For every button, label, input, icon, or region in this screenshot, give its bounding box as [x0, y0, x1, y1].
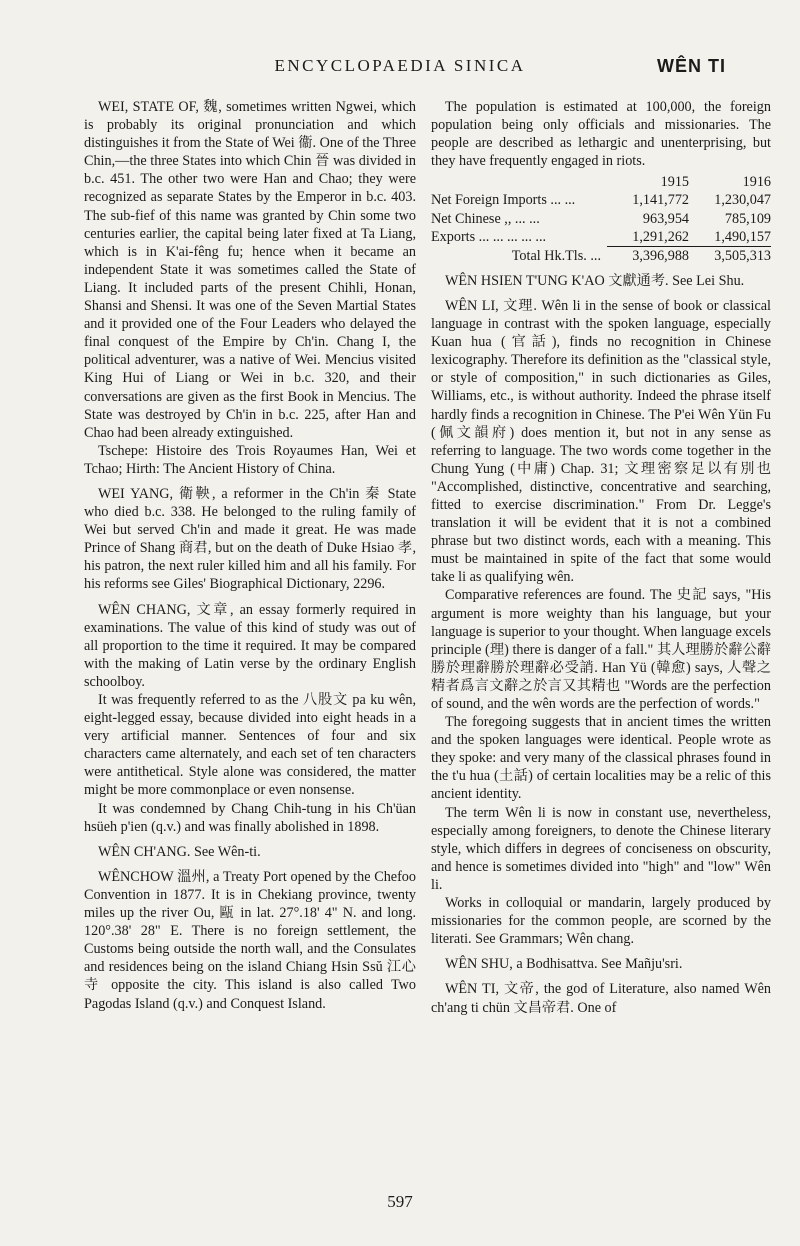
trade-table [431, 173, 771, 264]
entry-wei-yang: WEI YANG, 衛鞅, a reformer in the Ch'in 秦 State who died b.c. 338. He belonged to the ruling family of Wei but served Ch'in and made it great. He was made Prince of Shang 商君, but on the death of Duke Hsiao 孝, his patron, the next ruler killed him and all his family. For his reforms see Giles' Biographical Dictionary, 2296. [84, 485, 416, 593]
table-row [431, 228, 771, 247]
row-value-1916: 1,230,047 [714, 192, 771, 209]
table-total-row [431, 246, 771, 265]
entry-wen-ti: WÊN TI, 文帝, the god of Literature, also named Wên ch'ang ti chün 文昌帝君. One of [431, 981, 771, 1016]
paragraph-foregoing: The foregoing suggests that in ancient times the written and the spoken languages were identical. People wrote as they spoke: and very many of the classical phrases found in the t'u hua (土話) of certain localities may be a relic of this ancient identity. [431, 714, 771, 803]
entry-wenchow: WÊNCHOW 溫州, a Treaty Port opened by the Chefoo Convention in 1877. It is in Chekiang province, twenty miles up the river Ou, 甌 in lat. 27°.18' 4" N. and long. 120°.38' 28" E. There is no foreign settlement, the Customs being outside the north wall, and the Consulates and residences being on the island Chiang Hsin Ssŭ 江心寺 opposite the city. This island is also called Two Pagodas Island (q.v.) and Conquest Island. [84, 868, 416, 1012]
entry-wen-chang: WÊN CHANG, 文章, an essay formerly required in examinations. The value of this kind of study was out of all proportion to the time it required. It may be compared with the making of Latin verse by the ordinary English schoolboy. [84, 601, 416, 690]
total-label: Total Hk.Tls. ... [511, 247, 601, 264]
entry-wei-state-of: WEI, STATE OF, 魏, sometimes written Ngwei, which is probably its original pronunciation and which distinguishes it from the State of Wei 衞. One of the Three Chin,—the three States into which Chin 晉 was divided in b.c. 451. The other two were Han and Chao; they were recognized as separate States by the Emperor in b.c. 403. The sub-fief of this name was granted by Chin some two centuries earlier, the capital being later fixed at Ta Liang, which is in K'ai-fêng fu; hence when it became an independent State it was sometimes called the State of Liang. It included parts of the present Chihli, Honan, Shansi and Shensi. It was one of the Seven Martial States and it provided one of the Four Leaders who delayed the final conquest of the Empire by Ch'in. Chang I, the political adventurer, was a native of Wei. Mencius visited King Hui of Liang or Wei in b.c. 320, and their conversations are given as the first Book in Mencius. The State was destroyed by Ch'in in b.c. 225, after Han and Chao had been already extinguished. [84, 99, 416, 441]
left-column [84, 98, 416, 1013]
year-1915: 1915 [660, 174, 689, 191]
references-wei: Tschepe: Histoire des Trois Royaumes Han, Wei et Tchao; Hirth: The Ancient History of China. [84, 442, 416, 477]
row-label: Net Foreign Imports ... ... [431, 192, 576, 209]
paragraph-colloquial-works: Works in colloquial or mandarin, largely produced by missionaries for the common people, are scorned by the literati. See Grammars; Wên chang. [431, 895, 771, 948]
row-value-1915: 1,291,262 [607, 228, 689, 247]
entry-wen-li: WÊN LI, 文理. Wên li in the sense of book or classical language in contrast with the spoken language, especially Kuan hua (官話), finds no recognition in Chinese lexicography. Therefore its definition as the "classical style, or style of composition," in such dictionaries as Giles, Williams, etc., is without authority. Indeed the phrase itself hardly finds a recognition in Chinese. The P'ei Wên Yün Fu (佩文韻府) does mention it, but not in any sense as referring to language. The two words come together in the Chung Yung (中庸) Chap. 31; 文理密察足以有別也 "Accomplished, distinctive, concentrative and searching, fitted to exercise discrimination." From Dr. Legge's translation it will be evident that it is not a combined phrase but two distinct words, each with a meaning. This must be maintained in spite of the fact that some would take li as qualifying wên. [431, 297, 771, 586]
entry-wen-chang-cross-ref: WÊN CH'ANG. See Wên-ti. [98, 843, 261, 860]
total-1915: 3,396,988 [632, 247, 689, 264]
page-header [0, 56, 800, 84]
running-title: ENCYCLOPAEDIA SINICA [274, 56, 526, 75]
year-1916: 1916 [742, 174, 771, 191]
total-1916: 3,505,313 [714, 247, 771, 264]
paragraph-term-wen-li: The term Wên li is now in constant use, nevertheless, especially among foreigners, to denote the Chinese literary style, which differs in degrees of conciseness on obscurity, and hence is sometimes divided into "high" and "low" Wên li. [431, 804, 771, 893]
entry-wen-hsien-tung-kao: WÊN HSIEN T'UNG K'AO 文獻通考. See Lei Shu. [445, 272, 745, 289]
page-number: 597 [387, 1192, 413, 1211]
paragraph-eight-legged-essay: It was frequently referred to as the 八股文 pa ku wên, eight-legged essay, because divided into eight heads in a very artificial manner. Sentences of four and six characters came alternately, and each set of ten characters were antithetical. Style alone was considered, the matter might be more commonplace or even nonsense. [84, 692, 416, 799]
paragraph-comparative-references: Comparative references are found. The 史記 says, "His argument is more weighty than his language, but your language is superior to your thought. When language excels principle (理) there is danger of a fall." 其人理勝於辭公辭勝於理辭勝於理辭必受誚. Han Yü (韓愈) says, 人聲之精者爲言文辭之於言又其精也 "Words are the perfection of sound, and the wên words are the perfection of words." [431, 587, 771, 712]
right-column [431, 98, 771, 1017]
row-value-1916: 785,109 [724, 210, 771, 227]
running-head: WÊN TI [657, 56, 726, 76]
row-value-1915: 1,141,772 [632, 192, 689, 209]
paragraph-population: The population is estimated at 100,000, the foreign population being only officials and missionaries. The people are described as lethargic and unenterprising, but they have frequently engaged in riots. [431, 99, 771, 170]
row-value-1916: 1,490,157 [689, 228, 771, 247]
row-label: Net Chinese ,, ... ... [431, 210, 540, 227]
table-row [431, 191, 771, 209]
entry-wen-shu: WÊN SHU, a Bodhisattva. See Mañju'sri. [445, 956, 683, 973]
row-label: Exports ... ... ... ... ... [431, 228, 547, 245]
row-value-1915: 963,954 [642, 210, 689, 227]
table-row [431, 210, 771, 228]
paragraph-abolished: It was condemned by Chang Chih-tung in his Ch'üan hsüeh p'ien (q.v.) and was finally abolished in 1898. [84, 800, 416, 835]
